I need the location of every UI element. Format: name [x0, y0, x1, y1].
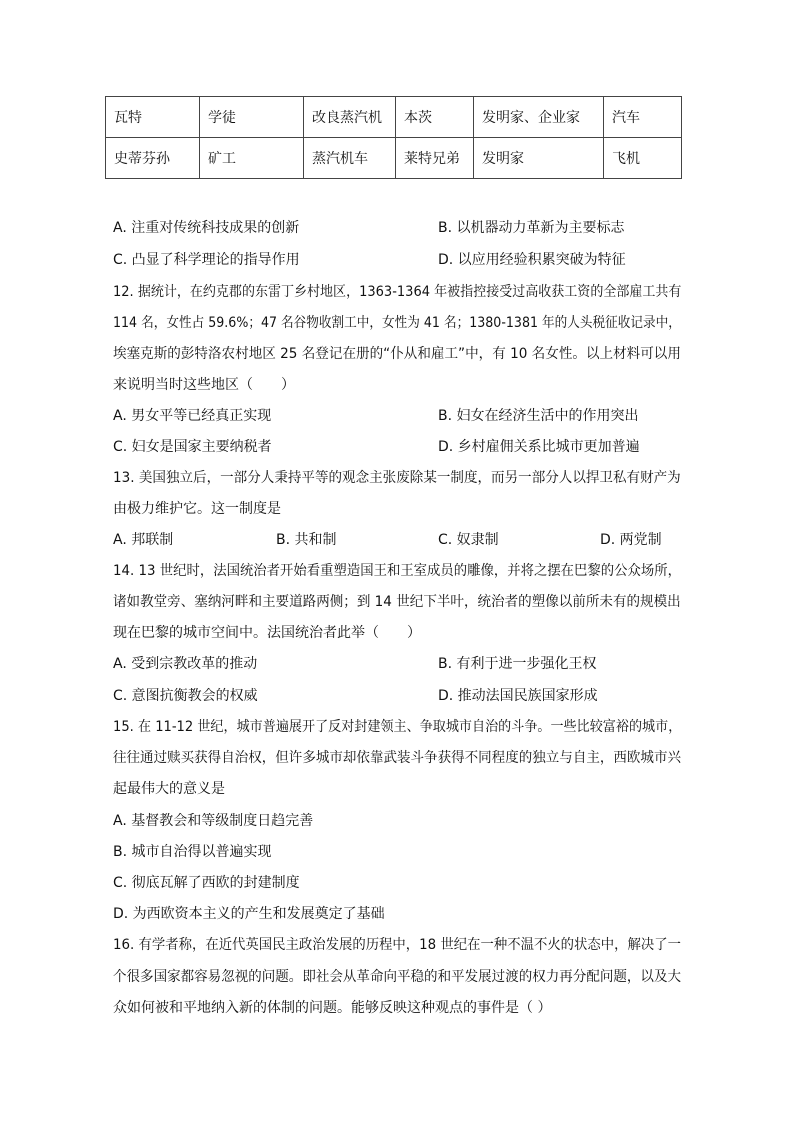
q12-option-a[interactable]: A. 男女平等已经真正实现 [113, 408, 272, 424]
q14-option-c[interactable]: C. 意图抗衡教会的权威 [113, 688, 258, 704]
table-cell: 史蒂芬孙 [106, 138, 200, 179]
q16-stem-line: 16. 有学者称，在近代英国民主政治发展的历程中，18 世纪在一种不温不火的状态中，解决了一 [113, 937, 681, 953]
table-cell: 改良蒸汽机 [304, 97, 396, 138]
q12-option-b[interactable]: B. 妇女在经济生活中的作用突出 [438, 408, 639, 424]
q14-stem-line: 诸如教堂旁、塞纳河畔和主要道路两侧；到 14 世纪下半叶，统治者的塑像以前所未有的规模出 [113, 594, 681, 610]
q14-stem-line: 14. 13 世纪时，法国统治者开始看重塑造国王和王室成员的雕像，并将之摆在巴黎的公众场所， [113, 563, 681, 579]
inventor-table [105, 96, 682, 179]
table-cell: 发明家 [474, 138, 604, 179]
table-cell: 飞机 [604, 138, 682, 179]
q13-option-a[interactable]: A. 邦联制 [113, 532, 174, 548]
table-row [106, 97, 682, 138]
table-cell: 学徒 [200, 97, 304, 138]
q11-option-d[interactable]: D. 以应用经验积累突破为特征 [438, 252, 626, 268]
q16-stem-line: 个很多国家都容易忽视的问题。即社会从革命向平稳的和平发展过渡的权力再分配问题，以及大 [113, 969, 682, 985]
q13-option-c[interactable]: C. 奴隶制 [438, 532, 499, 548]
q13-stem-line: 13. 美国独立后，一部分人秉持平等的观念主张废除某一制度，而另一部分人以捍卫私有财产为 [113, 470, 681, 486]
q11-option-b[interactable]: B. 以机器动力革新为主要标志 [438, 220, 625, 236]
q15-stem-line: 起最伟大的意义是 [113, 781, 225, 797]
table-cell: 瓦特 [106, 97, 200, 138]
q13-stem-line: 由极力维护它。这一制度是 [113, 501, 281, 517]
q12-option-d[interactable]: D. 乡村雇佣关系比城市更加普遍 [438, 439, 640, 455]
table-cell: 汽车 [604, 97, 682, 138]
q15-option-c[interactable]: C. 彻底瓦解了西欧的封建制度 [113, 875, 300, 891]
table-cell: 莱特兄弟 [396, 138, 474, 179]
q15-option-a[interactable]: A. 基督教会和等级制度日趋完善 [113, 813, 314, 829]
q15-option-d[interactable]: D. 为西欧资本主义的产生和发展奠定了基础 [113, 906, 385, 922]
table-cell: 本茨 [396, 97, 474, 138]
q12-stem-line: 来说明当时这些地区（ ） [113, 377, 295, 393]
q14-option-d[interactable]: D. 推动法国民族国家形成 [438, 688, 598, 704]
q11-option-a[interactable]: A. 注重对传统科技成果的创新 [113, 220, 300, 236]
q12-stem-line: 114 名，女性占 59.6%；47 名谷物收割工中，女性为 41 名；1380-1381 年的人头税征收记录中， [113, 315, 681, 331]
q14-option-a[interactable]: A. 受到宗教改革的推动 [113, 656, 258, 672]
q16-stem-line: 众如何被和平地纳入新的体制的问题。能够反映这种观点的事件是（ ） [113, 1000, 552, 1016]
q15-stem-line: 往往通过赎买获得自治权，但许多城市却依靠武装斗争获得不同程度的独立与自主，西欧城市兴 [113, 750, 682, 766]
q14-option-b[interactable]: B. 有利于进一步强化王权 [438, 656, 597, 672]
q12-stem-line: 12. 据统计，在约克郡的东雷丁乡村地区，1363-1364 年被指控接受过高收获工资的全部雇工共有 [113, 284, 682, 300]
q11-option-c[interactable]: C. 凸显了科学理论的指导作用 [113, 252, 300, 268]
q13-option-d[interactable]: D. 两党制 [600, 532, 662, 548]
table-cell: 矿工 [200, 138, 304, 179]
q12-stem-line: 埃塞克斯的彭特洛农村地区 25 名登记在册的“仆从和雇工”中，有 10 名女性。以上材料可以用 [113, 346, 681, 362]
q15-option-b[interactable]: B. 城市自治得以普遍实现 [113, 844, 272, 860]
q14-stem-line: 现在巴黎的城市空间中。法国统治者此举（ ） [113, 625, 421, 641]
table-cell: 发明家、企业家 [474, 97, 604, 138]
q12-option-c[interactable]: C. 妇女是国家主要纳税者 [113, 439, 272, 455]
q13-option-b[interactable]: B. 共和制 [276, 532, 337, 548]
table-row [106, 138, 682, 179]
q15-stem-line: 15. 在 11-12 世纪，城市普遍展开了反对封建领主、争取城市自治的斗争。一些比较富裕的城市， [113, 719, 682, 735]
table-cell: 蒸汽机车 [304, 138, 396, 179]
